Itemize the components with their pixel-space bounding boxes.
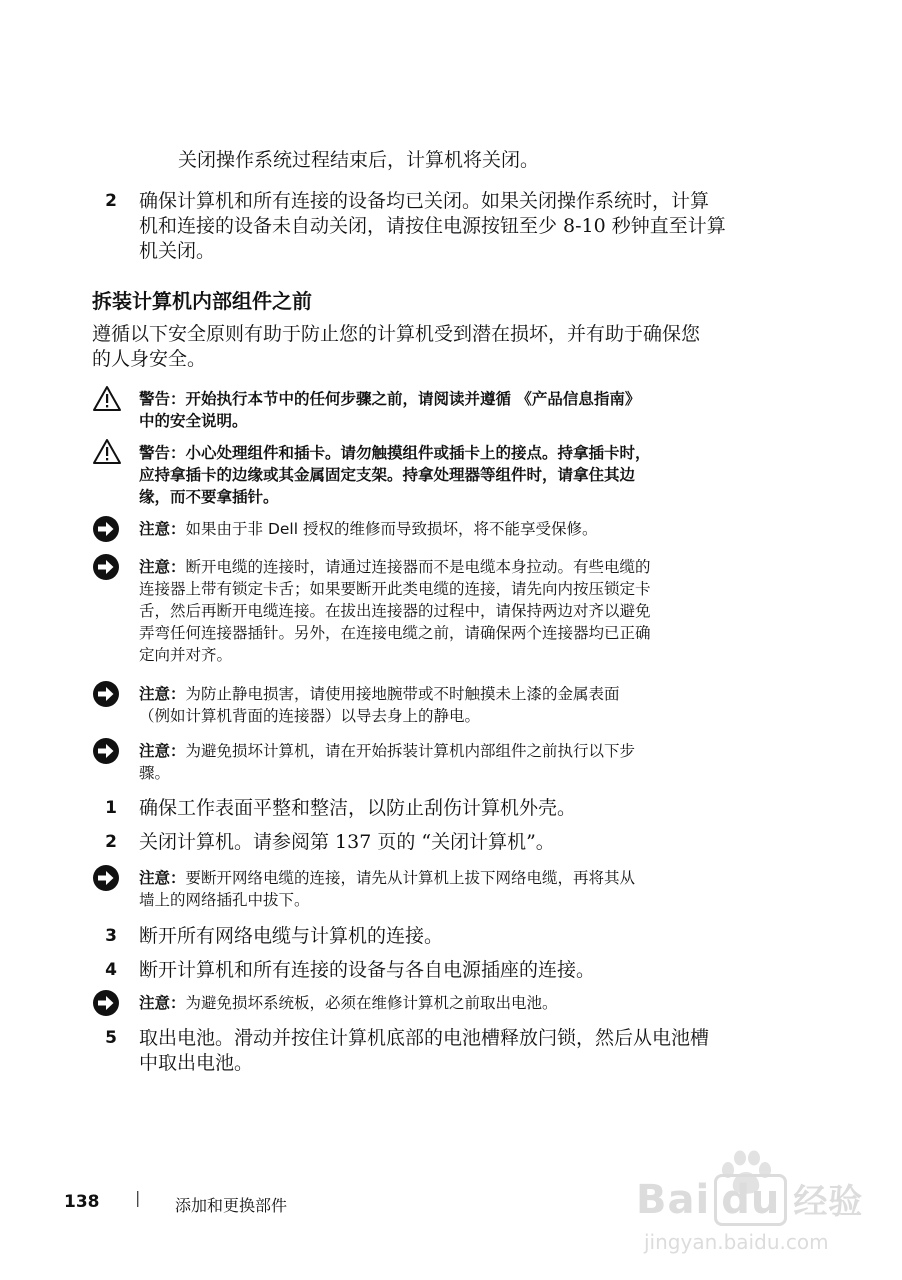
step-line: 确保计算机和所有连接的设备均已关闭。如果关闭操作系统时，计算 [139, 190, 710, 212]
notice-arrow-circle-icon [92, 515, 120, 543]
notice-label: 注意： [139, 869, 186, 887]
warning-label: 警告： [139, 444, 186, 462]
notice-label: 注意： [139, 742, 186, 760]
notice-message [139, 867, 635, 911]
footer-chapter-title: 添加和更换部件 [175, 1196, 288, 1215]
notice-message [139, 683, 620, 727]
step-number: 5 [105, 1028, 117, 1048]
warning-line: 应持拿插卡的边缘或其金属固定支架。持拿处理器等组件时，请拿住其边 [139, 466, 636, 484]
notice-line: 弄弯任何连接器插针。另外，在连接电缆之前，请确保两个连接器均已正确 [139, 624, 651, 642]
step-number: 1 [105, 798, 117, 818]
notice-line: （例如计算机背面的连接器）以导去身上的静电。 [139, 707, 481, 725]
notice-line: 骤。 [139, 764, 171, 782]
notice-line: 为避免损坏系统板，必须在维修计算机之前取出电池。 [185, 994, 558, 1012]
warning-line: 开始执行本节中的任何步骤之前，请阅读并遵循 《产品信息指南》 [185, 390, 641, 408]
section-title: 拆装计算机内部组件之前 [92, 289, 312, 313]
watermark-brand-du: du [714, 1174, 787, 1226]
warning-label: 警告： [139, 390, 186, 408]
notice-line: 为避免损坏计算机，请在开始拆装计算机内部组件之前执行以下步 [185, 742, 636, 760]
notice-line: 墙上的网络插孔中拔下。 [139, 891, 310, 909]
intro-line: 的人身安全。 [92, 348, 207, 370]
notice-line: 连接器上带有锁定卡舌；如果要断开此类电缆的连接，请先向内按压锁定卡 [139, 580, 651, 598]
step-line: 中取出电池。 [139, 1052, 254, 1074]
notice-message [139, 740, 635, 784]
notice-message [139, 992, 558, 1014]
notice-line: 为防止静电损害，请使用接地腕带或不时触摸未上漆的金属表面 [185, 685, 620, 703]
notice-message [139, 518, 597, 540]
notice-arrow-circle-icon [92, 680, 120, 708]
warning-line: 中的安全说明。 [139, 412, 248, 430]
notice-arrow-circle-icon [92, 864, 120, 892]
watermark-suffix: 经验 [793, 1182, 864, 1222]
step-line: 机和连接的设备未自动关闭，请按住电源按钮至少 8-10 秒钟直至计算 [139, 215, 726, 237]
step-line: 机关闭。 [139, 240, 216, 262]
warning-message [139, 388, 640, 432]
notice-line: 断开电缆的连接时，请通过连接器而不是电缆本身拉动。有些电缆的 [185, 558, 651, 576]
notice-line: 定向并对齐。 [139, 646, 233, 664]
notice-line: 要断开网络电缆的连接，请先从计算机上拔下网络电缆，再将其从 [185, 869, 636, 887]
notice-label: 注意： [139, 520, 186, 538]
watermark-brand: Bai [636, 1177, 711, 1223]
page-number: 138 [64, 1192, 100, 1212]
notice-label: 注意： [139, 994, 186, 1012]
warning-triangle-icon [92, 438, 122, 465]
warning-triangle-icon [92, 385, 122, 412]
warning-line: 缘，而不要拿插针。 [139, 488, 279, 506]
notice-arrow-circle-icon [92, 553, 120, 581]
notice-arrow-circle-icon [92, 737, 120, 765]
step-continuation: 关闭操作系统过程结束后，计算机将关闭。 [178, 149, 540, 171]
warning-message [139, 442, 651, 508]
step-number: 2 [105, 832, 117, 852]
notice-line: 舌，然后再断开电缆连接。在拔出连接器的过程中，请保持两边对齐以避免 [139, 602, 651, 620]
step-text: 确保工作表面平整和整洁，以防止刮伤计算机外壳。 [139, 797, 577, 819]
notice-arrow-circle-icon [92, 989, 120, 1017]
intro-paragraph [92, 322, 700, 372]
step-text: 关闭计算机。请参阅第 137 页的 “关闭计算机”。 [139, 831, 555, 853]
watermark-url: jingyan.baidu.com [644, 1230, 829, 1254]
step-number: 2 [105, 191, 117, 211]
step-text: 断开所有网络电缆与计算机的连接。 [139, 925, 444, 947]
baidu-watermark [636, 1150, 866, 1260]
notice-label: 注意： [139, 685, 186, 703]
step-text [139, 189, 726, 264]
step-text: 断开计算机和所有连接的设备与各自电源插座的连接。 [139, 959, 596, 981]
step-number: 3 [105, 926, 117, 946]
footer-separator: | [135, 1188, 141, 1207]
notice-line: 如果由于非 Dell 授权的维修而导致损坏，将不能享受保修。 [185, 520, 598, 538]
notice-label: 注意： [139, 558, 186, 576]
step-number: 4 [105, 960, 117, 980]
step-text [139, 1026, 709, 1076]
step-line: 取出电池。滑动并按住计算机底部的电池槽释放闩锁，然后从电池槽 [139, 1027, 710, 1049]
warning-line: 小心处理组件和插卡。请勿触摸组件或插卡上的接点。持拿插卡时， [185, 444, 651, 462]
notice-message [139, 556, 651, 666]
intro-line: 遵循以下安全原则有助于防止您的计算机受到潜在损坏，并有助于确保您 [92, 323, 701, 345]
